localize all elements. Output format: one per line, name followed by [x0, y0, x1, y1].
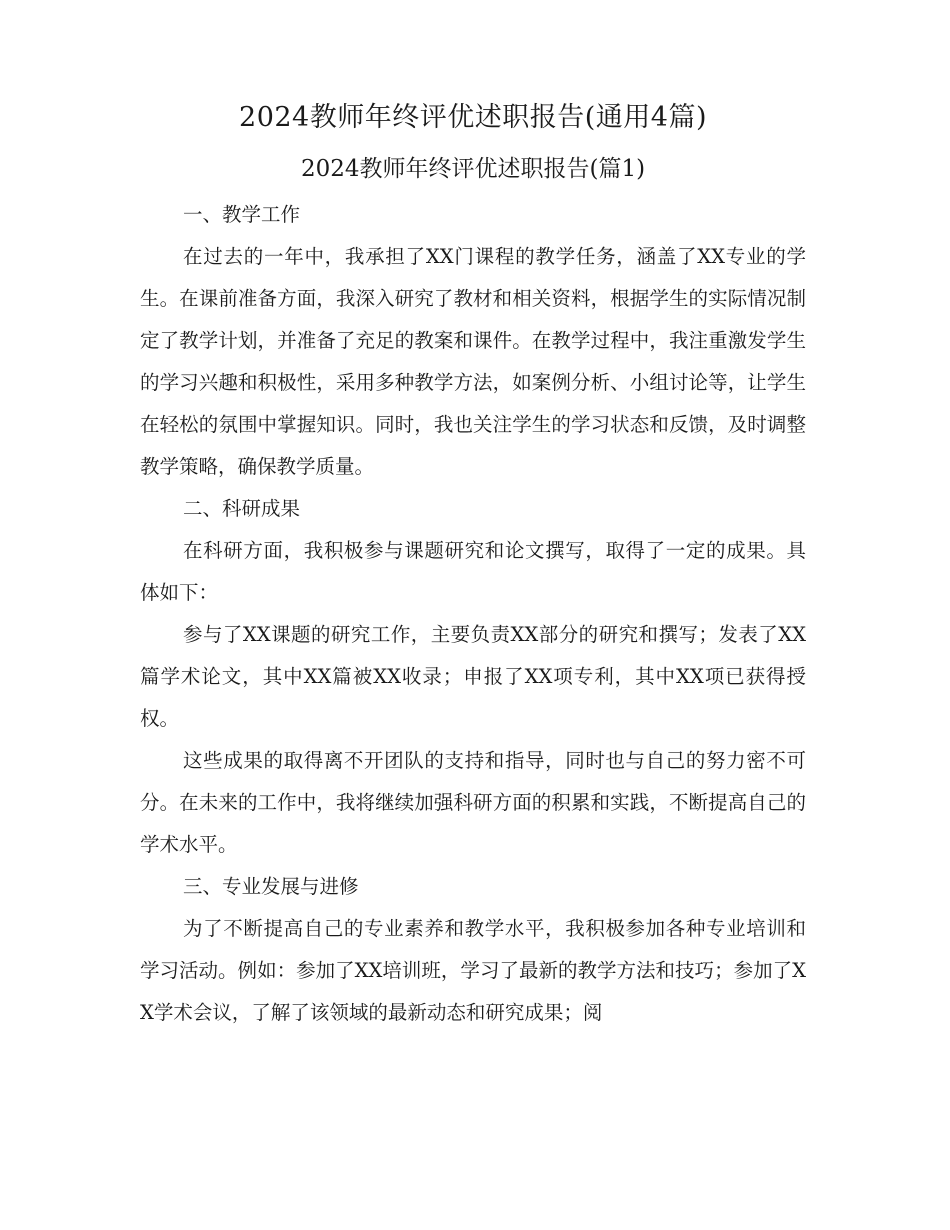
paragraph: 参与了XX课题的研究工作，主要负责XX部分的研究和撰写；发表了XX篇学术论文，其中XX篇被XX收录；申报了XX项专利，其中XX项已获得授权。 [140, 623, 806, 730]
document-page [140, 98, 806, 1034]
document-subtitle: 2024教师年终评优述职报告(篇1) [300, 156, 646, 182]
section-professional-development [140, 866, 806, 1034]
paragraph: 在科研方面，我积极参与课题研究和论文撰写，取得了一定的成果。具体如下： [140, 539, 806, 604]
section-teaching [140, 194, 806, 488]
section-heading: 一、教学工作 [183, 203, 301, 226]
paragraph: 这些成果的取得离不开团队的支持和指导，同时也与自己的努力密不可分。在未来的工作中，我将继续加强科研方面的积累和实践，不断提高自己的学术水平。 [140, 749, 806, 856]
section-research [140, 488, 806, 866]
paragraph: 在过去的一年中，我承担了XX门课程的教学任务，涵盖了XX专业的学生。在课前准备方面，我深入研究了教材和相关资料，根据学生的实际情况制定了教学计划，并准备了充足的教案和课件。在教学过程中，我注重激发学生的学习兴趣和积极性，采用多种教学方法，如案例分析、小组讨论等，让学生在轻松的氛围中掌握知识。同时，我也关注学生的学习状态和反馈，及时调整教学策略，确保教学质量。 [140, 245, 806, 478]
section-heading: 二、科研成果 [183, 497, 301, 520]
section-heading: 三、专业发展与进修 [183, 875, 359, 898]
document-title: 2024教师年终评优述职报告(通用4篇) [239, 102, 707, 133]
paragraph: 为了不断提高自己的专业素养和教学水平，我积极参加各种专业培训和学习活动。例如：参加了XX培训班，学习了最新的教学方法和技巧；参加了XX学术会议，了解了该领域的最新动态和研究成果；阅 [140, 917, 806, 1024]
